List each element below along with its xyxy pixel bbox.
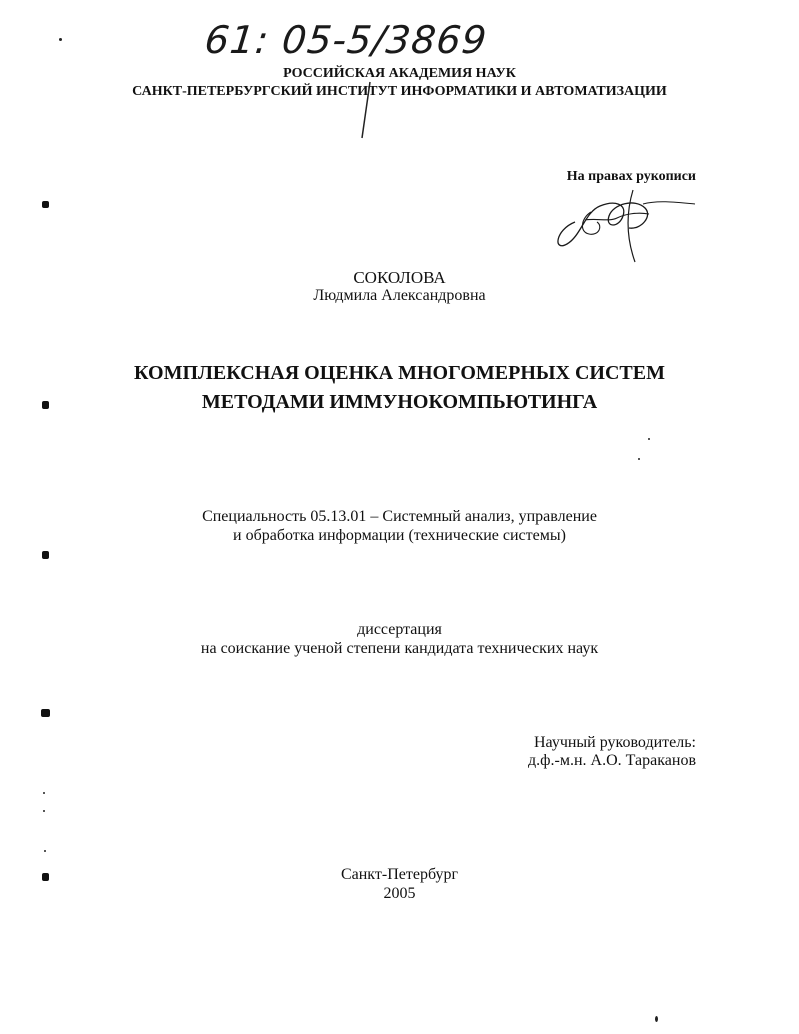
advisor-name: д.ф.-м.н. А.О. Тараканов: [528, 752, 696, 769]
institution-line-2: САНКТ-ПЕТЕРБУРГСКИЙ ИНСТИТУТ ИНФОРМАТИКИ И АВТОМАТИЗАЦИИ: [132, 84, 667, 99]
dissertation-type: диссертация: [357, 621, 442, 638]
binding-mark: [41, 709, 50, 717]
scan-speck: [648, 438, 650, 440]
author-surname: СОКОЛОВА: [353, 268, 446, 287]
specialty-line-1: Специальность 05.13.01 – Системный анализ, управление: [202, 508, 597, 525]
specialty-line-2: и обработка информации (технические системы): [233, 527, 566, 544]
scan-speck: [59, 38, 62, 41]
binding-mark: [42, 873, 49, 881]
dissertation-purpose: на соискание ученой степени кандидата технических наук: [200, 640, 599, 657]
institution-line-1: РОССИЙСКАЯ АКАДЕМИЯ НАУК: [283, 66, 516, 81]
author-given-names: Людмила Александровна: [313, 287, 486, 304]
binding-mark: [42, 551, 49, 559]
scan-speck: [43, 792, 45, 794]
archive-number: 61: 05-5/3869: [202, 18, 490, 62]
advisor-label: Научный руководитель:: [533, 734, 696, 751]
dissertation-title-line-2: МЕТОДАМИ ИММУНОКОМПЬЮТИНГА: [201, 391, 598, 413]
binding-mark: [42, 201, 49, 208]
city: Санкт-Петербург: [340, 866, 459, 883]
scan-speck: [655, 1016, 658, 1022]
year: 2005: [383, 885, 416, 902]
scan-speck: [44, 850, 46, 852]
binding-mark: [42, 401, 49, 409]
dissertation-title-line-1: КОМПЛЕКСНАЯ ОЦЕНКА МНОГОМЕРНЫХ СИСТЕМ: [134, 362, 665, 384]
rights-note: На правах рукописи: [566, 169, 696, 184]
handwritten-signature: [545, 182, 705, 266]
scan-speck: [43, 810, 45, 812]
scan-speck: [638, 458, 640, 460]
